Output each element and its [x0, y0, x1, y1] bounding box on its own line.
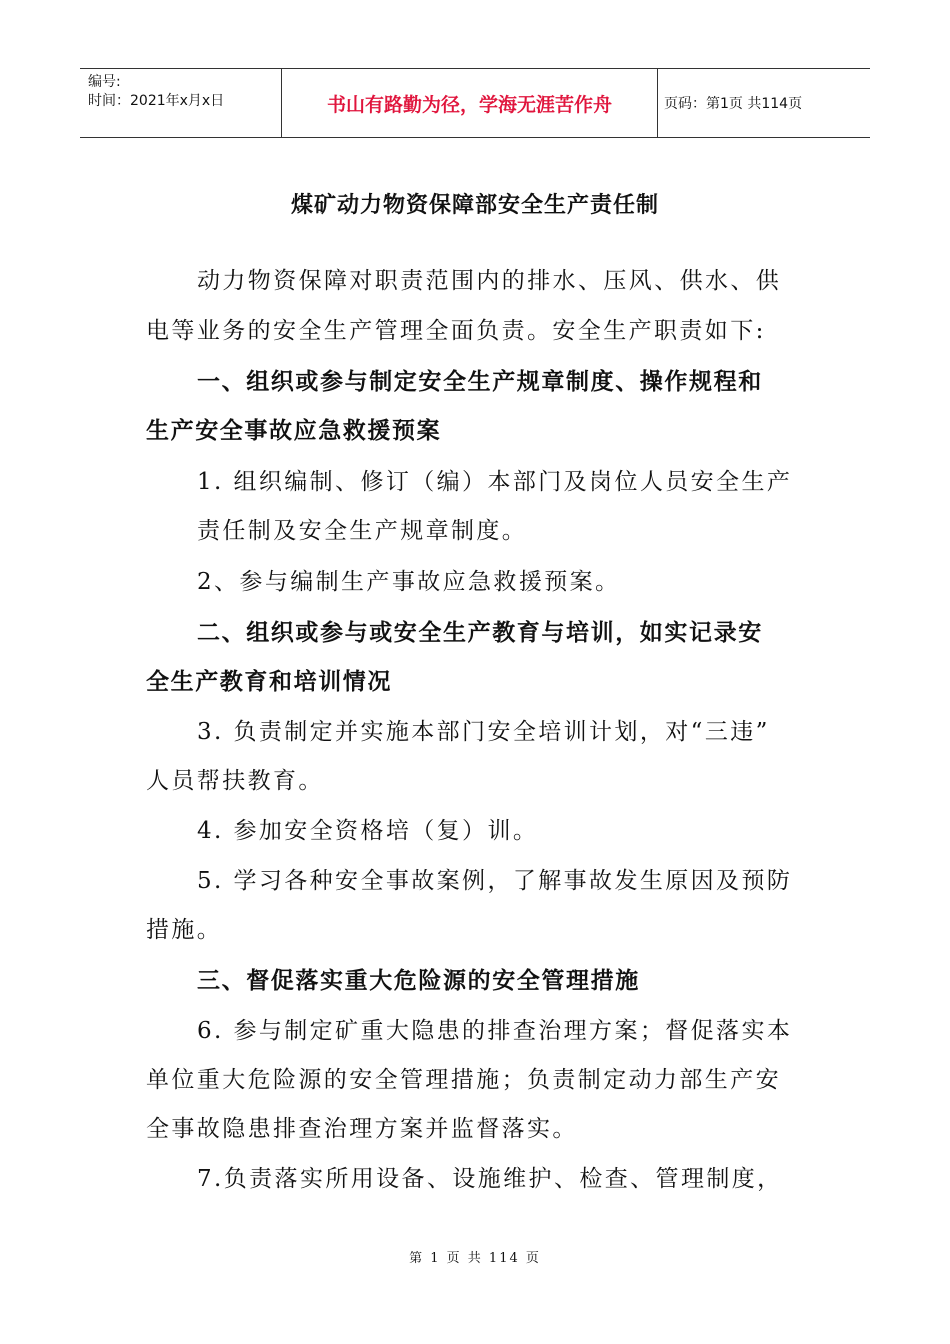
body-line: 4. 参加安全资格培（复）训。: [197, 818, 539, 844]
body-line: 7.负责落实所用设备、设施维护、检查、管理制度，: [197, 1166, 783, 1192]
section-heading: 二、组织或参与或安全生产教育与培训，如实记录安: [197, 620, 763, 646]
body-line: 措施。: [146, 917, 223, 943]
header-motto: 书山有路勤为径，学海无涯苦作舟: [282, 69, 658, 137]
body-line: 2、参与编制生产事故应急救援预案。: [197, 569, 621, 595]
body-line: 全事故隐患排查治理方案并监督落实。: [146, 1116, 578, 1142]
body-line: 6. 参与制定矿重大隐患的排查治理方案；督促落实本: [197, 1018, 793, 1044]
body-line: 责任制及安全生产规章制度。: [197, 518, 528, 544]
section-heading: 生产安全事故应急救援预案: [146, 418, 442, 444]
body-line: 人员帮扶教育。: [146, 768, 324, 794]
body-line: 动力物资保障对职责范围内的排水、压风、供水、供: [197, 268, 782, 294]
header-page-info: 页码：第1页 共114页: [664, 96, 803, 112]
document-number-label: 编号:: [88, 74, 121, 90]
section-heading: 三、督促落实重大危险源的安全管理措施: [197, 968, 640, 994]
header-meta-cell: [80, 69, 282, 137]
document-title: 煤矿动力物资保障部安全生产责任制: [290, 193, 659, 218]
body-line: 5. 学习各种安全事故案例，了解事故发生原因及预防: [197, 868, 793, 894]
body-line: 电等业务的安全生产管理全面负责。安全生产职责如下:: [146, 318, 766, 344]
header-table: [80, 68, 870, 138]
body-line: 1. 组织编制、修订（编）本部门及岗位人员安全生产: [197, 469, 793, 495]
body-line: 单位重大危险源的安全管理措施；负责制定动力部生产安: [146, 1067, 781, 1093]
body-line: 3. 负责制定并实施本部门安全培训计划，对“三违”: [197, 719, 770, 745]
section-heading: 全生产教育和培训情况: [146, 669, 392, 695]
document-date-label: 时间：2021年x月x日: [88, 93, 225, 109]
page-footer: 第 1 页 共 114 页: [409, 1251, 541, 1266]
section-heading: 一、组织或参与制定安全生产规章制度、操作规程和: [197, 369, 763, 395]
